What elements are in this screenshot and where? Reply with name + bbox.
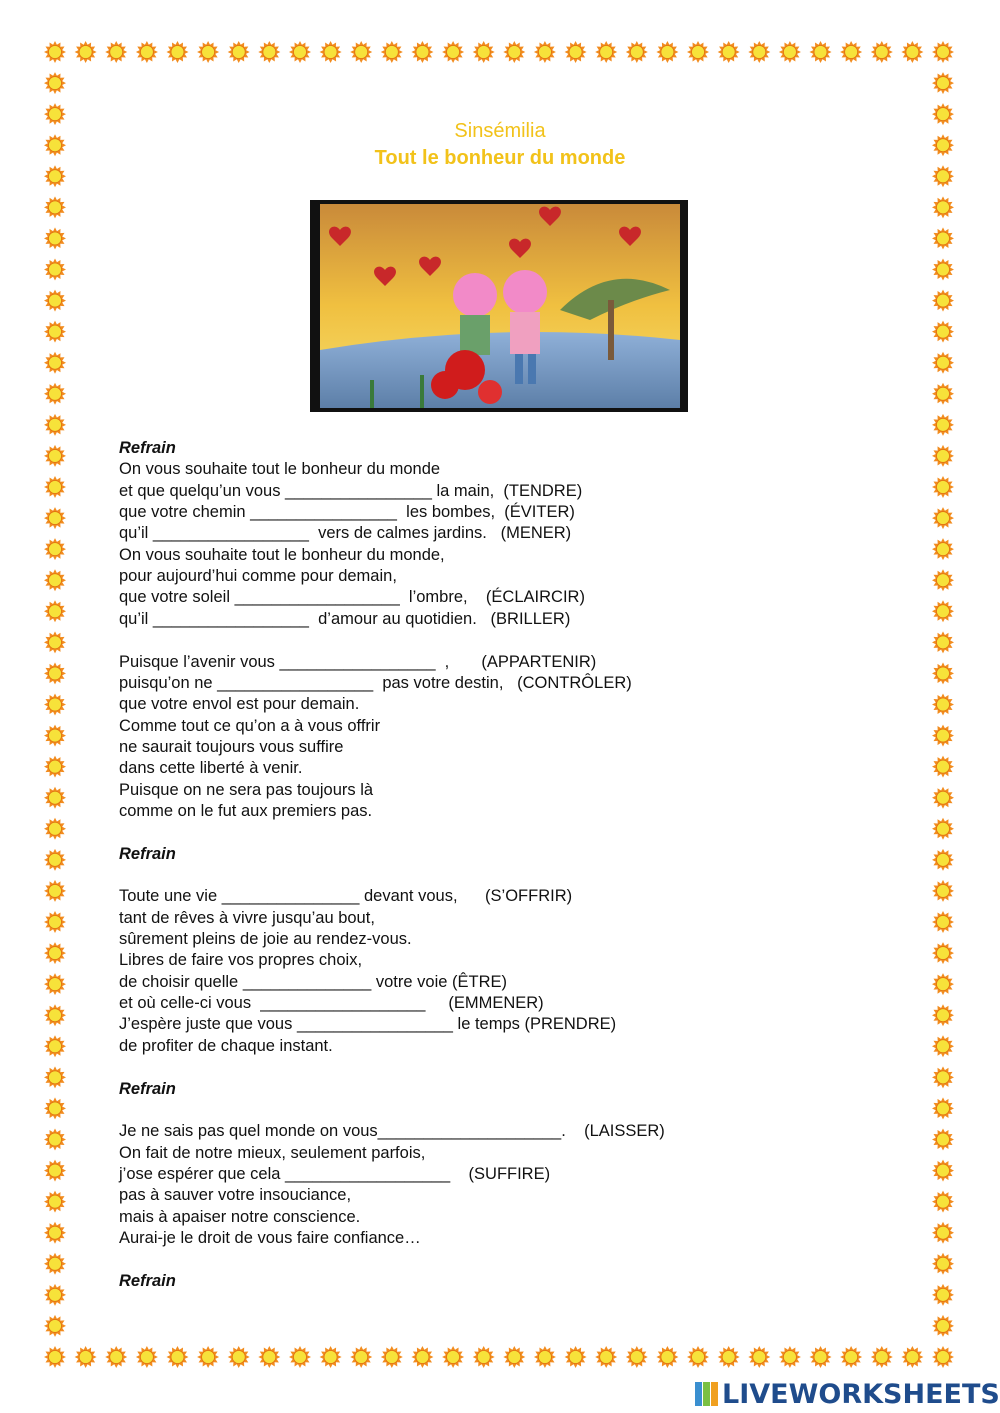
artist-name: Sinsémilia	[454, 120, 546, 142]
sun-icon	[44, 662, 66, 684]
lyric-line: puisqu’on ne _________________ pas votre destin, (CONTRÔLER)	[119, 673, 632, 692]
sun-icon	[932, 383, 954, 405]
sun-icon	[44, 538, 66, 560]
sun-icon	[503, 1346, 525, 1368]
refrain-heading: Refrain	[119, 439, 176, 457]
sun-icon	[258, 41, 280, 63]
sun-icon	[44, 321, 66, 343]
lyric-line: que votre chemin ________________ les bombes, (ÉVITER)	[119, 503, 575, 522]
sun-icon	[44, 1315, 66, 1337]
sun-icon	[718, 41, 740, 63]
sun-icon	[932, 1004, 954, 1026]
sun-icon	[44, 880, 66, 902]
sun-icon	[411, 1346, 433, 1368]
sun-icon	[932, 973, 954, 995]
sun-icon	[810, 41, 832, 63]
sun-icon	[932, 290, 954, 312]
sun-icon	[105, 1346, 127, 1368]
lyric-line: mais à apaiser notre conscience.	[119, 1207, 361, 1226]
sun-icon	[105, 41, 127, 63]
sun-icon	[44, 259, 66, 281]
sun-icon	[44, 507, 66, 529]
liveworksheets-logo-icon	[695, 1382, 719, 1406]
sun-icon	[44, 352, 66, 374]
lyric-line: de profiter de chaque instant.	[119, 1036, 333, 1055]
lyric-line: J’espère juste que vous _________________ le temps (PRENDRE)	[119, 1015, 617, 1034]
sun-icon	[932, 321, 954, 343]
sun-icon	[810, 1346, 832, 1368]
sun-icon	[442, 41, 464, 63]
sun-icon	[136, 41, 158, 63]
lyric-line: Puisque on ne sera pas toujours là	[119, 780, 374, 799]
sun-icon	[44, 818, 66, 840]
lyric-line: que votre envol est pour demain.	[119, 695, 360, 714]
sun-icon	[258, 1346, 280, 1368]
liveworksheets-logo	[695, 1378, 1000, 1410]
sun-icon	[932, 818, 954, 840]
refrain-heading: Refrain	[119, 844, 176, 863]
sun-icon	[932, 1160, 954, 1182]
sun-icon	[44, 476, 66, 498]
lyric-line: ne saurait toujours vous suffire	[119, 737, 344, 756]
sun-icon	[534, 1346, 556, 1368]
sun-icon	[44, 196, 66, 218]
sun-icon	[381, 41, 403, 63]
sun-icon	[44, 631, 66, 653]
sun-icon	[44, 1160, 66, 1182]
sun-icon	[350, 1346, 372, 1368]
sun-icon	[932, 911, 954, 933]
sun-icon	[534, 41, 556, 63]
sun-icon	[44, 942, 66, 964]
sun-icon	[718, 1346, 740, 1368]
sun-icon	[44, 1066, 66, 1088]
sun-icon	[779, 41, 801, 63]
sun-icon	[44, 725, 66, 747]
sun-icon	[932, 1346, 954, 1368]
lyric-line: j’ose espérer que cela __________________ (SUFFIRE)	[119, 1164, 551, 1183]
sun-icon	[932, 1035, 954, 1057]
sun-icon	[75, 1346, 97, 1368]
lyric-line: pour aujourd’hui comme pour demain,	[119, 567, 397, 586]
sun-icon	[44, 1284, 66, 1306]
sun-icon	[932, 569, 954, 591]
sun-icon	[840, 1346, 862, 1368]
sun-icon	[932, 196, 954, 218]
sun-icon	[932, 1315, 954, 1337]
sun-icon	[44, 1097, 66, 1119]
lyric-line: dans cette liberté à venir.	[119, 759, 303, 778]
sun-icon	[44, 973, 66, 995]
sun-icon	[932, 1284, 954, 1306]
lyric-line: Comme tout ce qu’on a à vous offrir	[119, 716, 381, 735]
sun-icon	[197, 41, 219, 63]
sun-icon	[411, 41, 433, 63]
sun-icon	[932, 1129, 954, 1151]
sun-icon	[932, 880, 954, 902]
lyric-line: sûrement pleins de joie au rendez-vous.	[119, 930, 412, 949]
sun-icon	[932, 352, 954, 374]
sun-icon	[932, 600, 954, 622]
sun-icon	[136, 1346, 158, 1368]
sun-icon	[44, 72, 66, 94]
sun-icon	[75, 41, 97, 63]
sun-icon	[595, 1346, 617, 1368]
sun-icon	[44, 1004, 66, 1026]
sun-icon	[44, 1129, 66, 1151]
sun-icon	[901, 1346, 923, 1368]
sun-icon	[289, 41, 311, 63]
sun-icon	[44, 1346, 66, 1368]
sun-icon	[932, 725, 954, 747]
lyric-line: Aurai-je le droit de vous faire confiance…	[119, 1228, 421, 1247]
sun-icon	[871, 1346, 893, 1368]
lyric-line: pas à sauver votre insouciance,	[119, 1186, 352, 1205]
sun-icon	[932, 631, 954, 653]
sun-icon	[932, 1222, 954, 1244]
sun-icon	[748, 1346, 770, 1368]
lyric-line: Puisque l’avenir vous _________________ , (APPARTENIR)	[119, 652, 597, 671]
lyric-line: On vous souhaite tout le bonheur du monde,	[119, 545, 445, 564]
lyric-line: Toute une vie _______________ devant vous, (S’OFFRIR)	[119, 887, 573, 906]
sun-icon	[932, 476, 954, 498]
sun-icon	[932, 849, 954, 871]
sun-icon	[44, 290, 66, 312]
sun-icon	[871, 41, 893, 63]
sun-icon	[565, 41, 587, 63]
lyric-line: et où celle-ci vous __________________ (EMMENER)	[119, 994, 544, 1013]
lyric-line: On vous souhaite tout le bonheur du monde	[119, 460, 441, 479]
couple-with-hearts-image	[310, 200, 688, 412]
lyric-line: de choisir quelle ______________ votre voie (ÊTRE)	[119, 972, 507, 991]
sun-icon	[932, 662, 954, 684]
sun-icon	[381, 1346, 403, 1368]
sun-icon	[44, 1222, 66, 1244]
refrain-heading: Refrain	[119, 1271, 176, 1290]
sun-icon	[932, 538, 954, 560]
sun-icon	[932, 756, 954, 778]
sun-icon	[473, 1346, 495, 1368]
sun-icon	[626, 1346, 648, 1368]
refrain-heading: Refrain	[119, 1079, 176, 1098]
sun-icon	[167, 1346, 189, 1368]
lyric-line: Libres de faire vos propres choix,	[119, 951, 363, 970]
sun-icon	[228, 1346, 250, 1368]
sun-icon	[44, 911, 66, 933]
sun-icon	[44, 227, 66, 249]
sun-icon	[626, 41, 648, 63]
sun-icon	[932, 1191, 954, 1213]
sun-icon	[350, 41, 372, 63]
sun-icon	[44, 1191, 66, 1213]
lyric-line: comme on le fut aux premiers pas.	[119, 801, 373, 820]
song-title: Tout le bonheur du monde	[374, 147, 626, 169]
sun-icon	[932, 1253, 954, 1275]
lyric-line: qu’il _________________ d’amour au quotidien. (BRILLER)	[119, 609, 571, 628]
sun-icon	[656, 41, 678, 63]
sun-icon	[779, 1346, 801, 1368]
sun-icon	[932, 507, 954, 529]
sun-icon	[228, 41, 250, 63]
sun-icon	[932, 414, 954, 436]
sun-icon	[473, 41, 495, 63]
sun-icon	[44, 600, 66, 622]
sun-icon	[901, 41, 923, 63]
sun-icon	[44, 445, 66, 467]
sun-icon	[44, 787, 66, 809]
sun-icon	[565, 1346, 587, 1368]
sun-icon	[167, 41, 189, 63]
sun-icon	[932, 227, 954, 249]
sun-icon	[44, 41, 66, 63]
sun-icon	[932, 1066, 954, 1088]
lyric-line: Je ne sais pas quel monde on vous____________________. (LAISSER)	[119, 1122, 665, 1141]
sun-icon	[44, 1253, 66, 1275]
sun-icon	[320, 1346, 342, 1368]
lyric-line: qu’il _________________ vers de calmes jardins. (MENER)	[119, 524, 572, 543]
sun-icon	[289, 1346, 311, 1368]
sun-icon	[44, 756, 66, 778]
sun-icon	[687, 1346, 709, 1368]
sun-icon	[932, 1097, 954, 1119]
sun-icon	[320, 41, 342, 63]
sun-icon	[44, 849, 66, 871]
sun-icon	[197, 1346, 219, 1368]
sun-icon	[932, 942, 954, 964]
lyric-line: tant de rêves à vivre jusqu’au bout,	[119, 908, 375, 927]
sun-icon	[44, 383, 66, 405]
sun-icon	[44, 694, 66, 716]
sun-icon	[687, 41, 709, 63]
sun-icon	[932, 41, 954, 63]
sun-icon	[932, 787, 954, 809]
sun-icon	[656, 1346, 678, 1368]
sun-icon	[44, 1035, 66, 1057]
sun-icon	[595, 41, 617, 63]
sun-icon	[840, 41, 862, 63]
lyric-line: et que quelqu’un vous ________________ la main, (TENDRE)	[119, 481, 583, 500]
sun-icon	[503, 41, 525, 63]
sun-icon	[932, 72, 954, 94]
lyric-line: On fait de notre mieux, seulement parfois,	[119, 1143, 426, 1162]
sun-icon	[748, 41, 770, 63]
sun-icon	[44, 569, 66, 591]
lyric-line: que votre soleil __________________ l’ombre, (ÉCLAIRCIR)	[119, 588, 585, 607]
sun-icon	[932, 694, 954, 716]
sun-icon	[932, 445, 954, 467]
sun-icon	[442, 1346, 464, 1368]
watermark-text: LIVEWORKSHEETS	[722, 1378, 1000, 1410]
sun-icon	[932, 259, 954, 281]
sun-icon	[44, 414, 66, 436]
